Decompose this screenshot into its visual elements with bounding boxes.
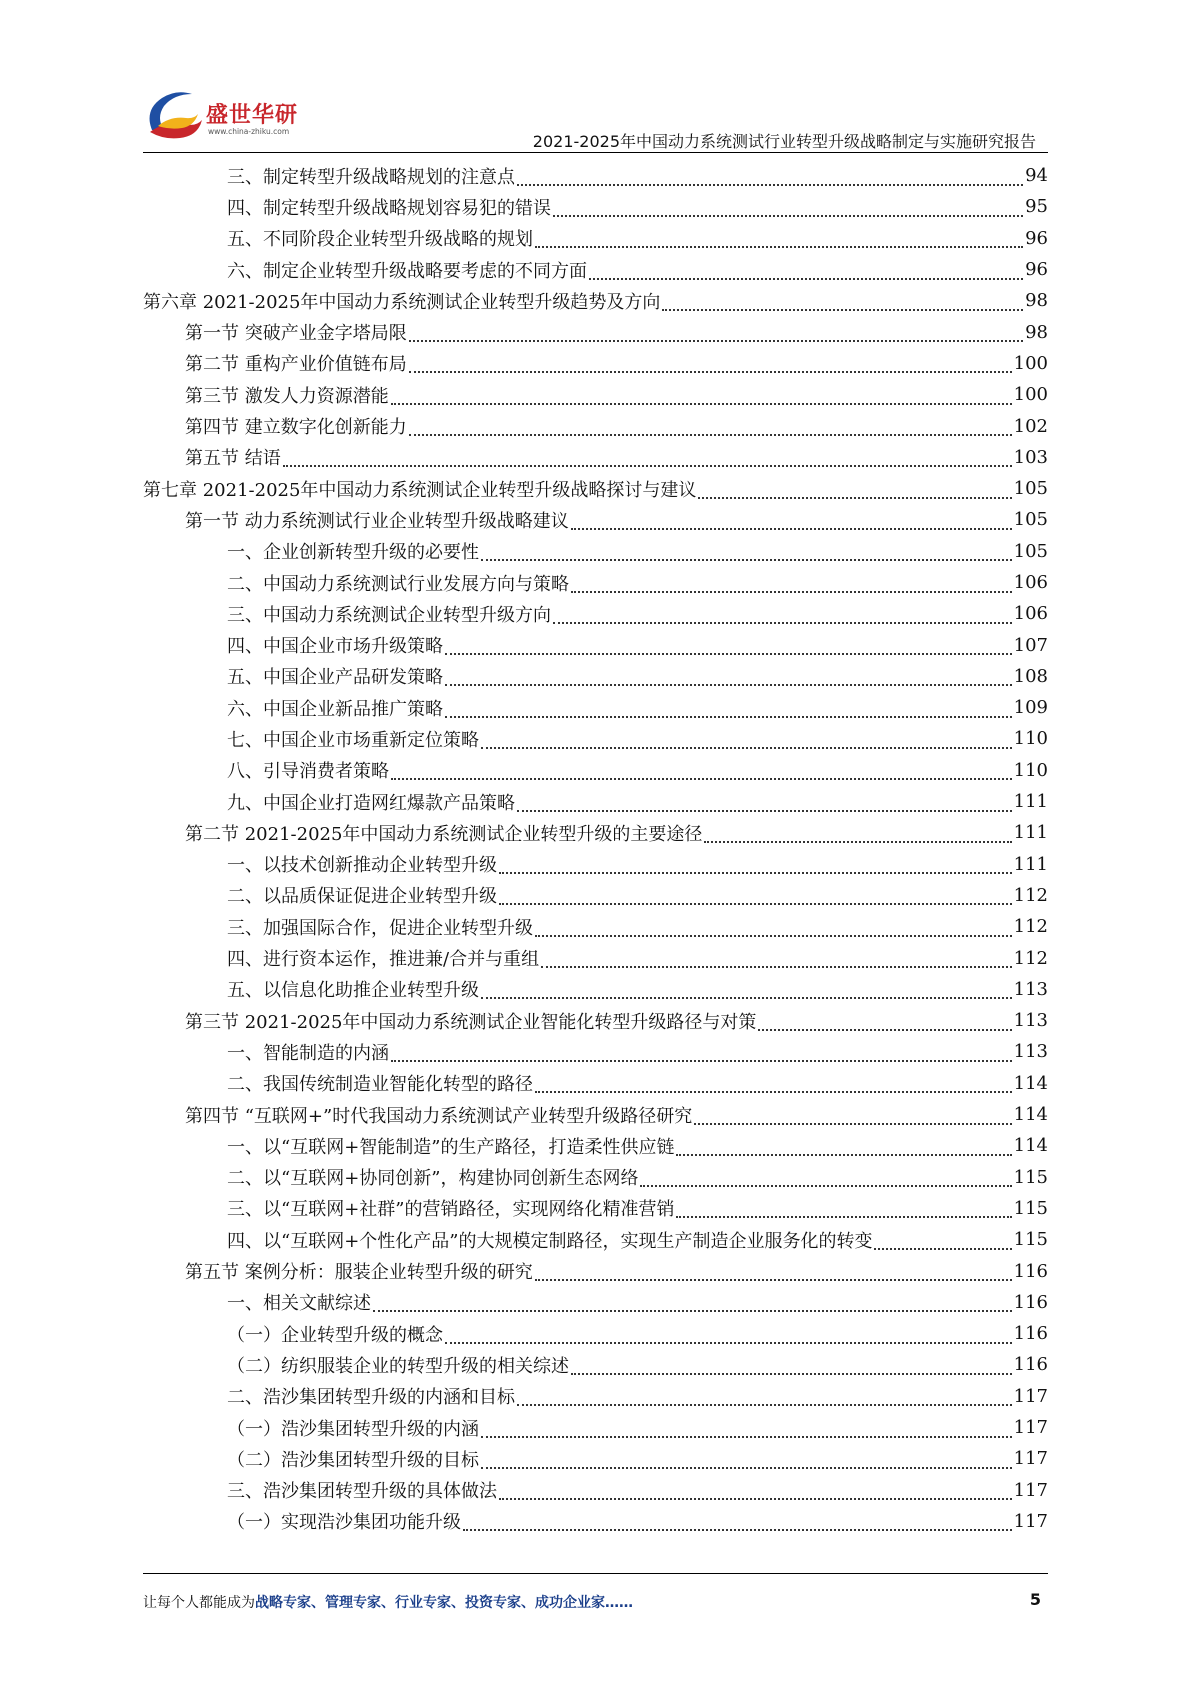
toc-leader-dots bbox=[481, 1436, 1012, 1438]
toc-entry-title: 第二节 2021-2025年中国动力系统测试企业转型升级的主要途径 bbox=[185, 823, 703, 845]
toc-entry-title: 六、中国企业新品推广策略 bbox=[227, 698, 443, 720]
toc-entry-title: 五、中国企业产品研发策略 bbox=[227, 667, 443, 689]
toc-entry-title: 六、制定企业转型升级战略要考虑的不同方面 bbox=[227, 260, 587, 282]
toc-entry-page: 105 bbox=[1013, 540, 1048, 562]
toc-entry-page: 117 bbox=[1013, 1448, 1048, 1470]
toc-entry[interactable] bbox=[143, 1318, 1048, 1349]
toc-entry[interactable] bbox=[143, 723, 1048, 754]
toc-entry-page: 95 bbox=[1025, 196, 1048, 218]
toc-entry[interactable] bbox=[143, 1443, 1048, 1474]
toc-entry-page: 113 bbox=[1013, 1041, 1048, 1063]
toc-leader-dots bbox=[571, 1373, 1012, 1375]
toc-entry-title: 第四节 “互联网+”时代我国动力系统测试产业转型升级路径研究 bbox=[185, 1105, 693, 1127]
toc-entry-title: 五、以信息化助推企业转型升级 bbox=[227, 980, 479, 1002]
toc-entry-title: 八、引导消费者策略 bbox=[227, 761, 389, 783]
toc-entry-title: 五、不同阶段企业转型升级战略的规划 bbox=[227, 229, 533, 251]
toc-entry-title: 二、中国动力系统测试行业发展方向与策略 bbox=[227, 573, 569, 595]
toc-entry-title: 四、以“互联网+个性化产品”的大规模定制路径，实现生产制造企业服务化的转变 bbox=[227, 1230, 873, 1252]
toc-entry[interactable] bbox=[143, 285, 1048, 316]
footer-slogan bbox=[143, 1592, 633, 1612]
toc-entry-title: 三、加强国际合作，促进企业转型升级 bbox=[227, 917, 533, 939]
toc-entry[interactable] bbox=[143, 316, 1048, 347]
toc-entry-page: 117 bbox=[1013, 1385, 1048, 1407]
toc-entry[interactable] bbox=[143, 1287, 1048, 1318]
toc-entry-title: 九、中国企业打造网红爆款产品策略 bbox=[227, 792, 515, 814]
toc-entry-page: 96 bbox=[1025, 259, 1048, 281]
toc-leader-dots bbox=[463, 1529, 1012, 1531]
toc-entry-title: 一、以技术创新推动企业转型升级 bbox=[227, 855, 497, 877]
toc-entry-page: 103 bbox=[1013, 446, 1048, 468]
logo-emblem-icon bbox=[140, 80, 206, 146]
toc-entry[interactable] bbox=[143, 1099, 1048, 1130]
toc-entry-title: 第三节 激发人力资源潜能 bbox=[185, 385, 389, 407]
toc-entry-title: （二）纺织服装企业的转型升级的相关综述 bbox=[227, 1355, 569, 1377]
toc-leader-dots bbox=[481, 747, 1012, 749]
toc-entry-title: 第三节 2021-2025年中国动力系统测试企业智能化转型升级路径与对策 bbox=[185, 1011, 757, 1033]
toc-entry-page: 117 bbox=[1013, 1510, 1048, 1532]
toc-leader-dots bbox=[535, 246, 1023, 248]
toc-entry-title: 第二节 重构产业价值链布局 bbox=[185, 354, 407, 376]
toc-entry[interactable] bbox=[143, 191, 1048, 222]
toc-entry[interactable] bbox=[143, 1381, 1048, 1412]
toc-entry[interactable] bbox=[143, 1474, 1048, 1505]
toc-leader-dots bbox=[874, 1248, 1011, 1250]
toc-entry-page: 116 bbox=[1013, 1291, 1048, 1313]
toc-entry[interactable] bbox=[143, 410, 1048, 441]
toc-entry[interactable] bbox=[143, 442, 1048, 473]
toc-leader-dots bbox=[445, 1342, 1012, 1344]
toc-leader-dots bbox=[553, 215, 1023, 217]
toc-leader-dots bbox=[283, 465, 1012, 467]
toc-entry-page: 98 bbox=[1025, 321, 1048, 343]
toc-entry-page: 109 bbox=[1013, 697, 1048, 719]
toc-entry[interactable] bbox=[143, 1412, 1048, 1443]
toc-leader-dots bbox=[535, 1091, 1012, 1093]
toc-entry[interactable] bbox=[143, 849, 1048, 880]
toc-entry-title: 第五节 案例分析：服装企业转型升级的研究 bbox=[185, 1262, 533, 1284]
toc-entry-title: 一、相关文献综述 bbox=[227, 1293, 371, 1315]
toc-entry-page: 96 bbox=[1025, 227, 1048, 249]
toc-entry-page: 112 bbox=[1013, 947, 1048, 969]
toc-entry-page: 116 bbox=[1013, 1260, 1048, 1282]
toc-entry-page: 115 bbox=[1013, 1166, 1048, 1188]
toc-entry[interactable] bbox=[143, 567, 1048, 598]
toc-entry-title: 四、制定转型升级战略规划容易犯的错误 bbox=[227, 197, 551, 219]
toc-leader-dots bbox=[640, 1185, 1011, 1187]
toc-leader-dots bbox=[571, 528, 1012, 530]
toc-entry-page: 111 bbox=[1013, 822, 1048, 844]
toc-leader-dots bbox=[553, 622, 1012, 624]
toc-entry-page: 108 bbox=[1013, 665, 1048, 687]
toc-leader-dots bbox=[676, 1216, 1011, 1218]
toc-entry[interactable] bbox=[143, 223, 1048, 254]
toc-entry[interactable] bbox=[143, 817, 1048, 848]
toc-leader-dots bbox=[517, 184, 1023, 186]
toc-entry[interactable] bbox=[143, 473, 1048, 504]
toc-entry[interactable] bbox=[143, 661, 1048, 692]
toc-leader-dots bbox=[409, 434, 1012, 436]
toc-leader-dots bbox=[499, 903, 1012, 905]
table-of-contents bbox=[143, 160, 1048, 1537]
toc-entry-title: 四、进行资本运作，推进兼/合并与重组 bbox=[227, 949, 540, 971]
toc-entry-page: 105 bbox=[1013, 478, 1048, 500]
footer-divider bbox=[143, 1573, 1048, 1574]
toc-entry-page: 116 bbox=[1013, 1354, 1048, 1376]
toc-leader-dots bbox=[391, 778, 1012, 780]
toc-leader-dots bbox=[481, 1467, 1012, 1469]
toc-leader-dots bbox=[481, 559, 1012, 561]
toc-entry[interactable] bbox=[143, 1130, 1048, 1161]
logo-url: www.china-zhiku.com bbox=[208, 127, 290, 136]
toc-entry-page: 111 bbox=[1013, 791, 1048, 813]
toc-entry-title: （一）实现浩沙集团功能升级 bbox=[227, 1512, 461, 1534]
toc-entry-page: 100 bbox=[1013, 352, 1048, 374]
toc-entry-title: 七、中国企业市场重新定位策略 bbox=[227, 729, 479, 751]
toc-entry-title: （二）浩沙集团转型升级的目标 bbox=[227, 1449, 479, 1471]
toc-leader-dots bbox=[409, 340, 1023, 342]
toc-entry-title: 二、以“互联网+协同创新”，构建协同创新生态网络 bbox=[227, 1168, 639, 1190]
toc-leader-dots bbox=[373, 1310, 1012, 1312]
toc-leader-dots bbox=[571, 591, 1012, 593]
toc-entry-title: 三、浩沙集团转型升级的具体做法 bbox=[227, 1481, 497, 1503]
toc-leader-dots bbox=[698, 497, 1011, 499]
toc-entry[interactable] bbox=[143, 880, 1048, 911]
toc-entry-page: 113 bbox=[1013, 1010, 1048, 1032]
toc-entry-title: 一、智能制造的内涵 bbox=[227, 1042, 389, 1064]
toc-entry-page: 110 bbox=[1013, 759, 1048, 781]
toc-entry-page: 98 bbox=[1025, 290, 1048, 312]
toc-leader-dots bbox=[662, 309, 1023, 311]
toc-leader-dots bbox=[535, 1279, 1012, 1281]
toc-entry-title: （一）浩沙集团转型升级的内涵 bbox=[227, 1418, 479, 1440]
toc-leader-dots bbox=[758, 1029, 1011, 1031]
toc-leader-dots bbox=[704, 841, 1011, 843]
toc-entry[interactable] bbox=[143, 911, 1048, 942]
toc-entry[interactable] bbox=[143, 942, 1048, 973]
toc-entry-title: 二、浩沙集团转型升级的内涵和目标 bbox=[227, 1387, 515, 1409]
company-logo bbox=[140, 80, 340, 150]
toc-leader-dots bbox=[499, 872, 1012, 874]
toc-entry-page: 107 bbox=[1013, 634, 1048, 656]
toc-entry-title: 一、以“互联网+智能制造”的生产路径，打造柔性供应链 bbox=[227, 1136, 675, 1158]
toc-entry[interactable] bbox=[143, 160, 1048, 191]
page-number: 5 bbox=[1029, 1590, 1041, 1609]
toc-entry-page: 116 bbox=[1013, 1323, 1048, 1345]
toc-entry[interactable] bbox=[143, 692, 1048, 723]
toc-entry[interactable] bbox=[143, 629, 1048, 660]
toc-entry[interactable] bbox=[143, 254, 1048, 285]
toc-entry-title: 三、以“互联网+社群”的营销路径，实现网络化精准营销 bbox=[227, 1199, 675, 1221]
toc-entry-title: 第六章 2021-2025年中国动力系统测试企业转型升级趋势及方向 bbox=[143, 291, 661, 313]
toc-entry-title: 三、制定转型升级战略规划的注意点 bbox=[227, 166, 515, 188]
toc-entry[interactable] bbox=[143, 1162, 1048, 1193]
toc-entry-title: 第一节 突破产业金字塔局限 bbox=[185, 323, 407, 345]
toc-entry-page: 102 bbox=[1013, 415, 1048, 437]
toc-leader-dots bbox=[517, 810, 1012, 812]
toc-leader-dots bbox=[676, 1154, 1011, 1156]
toc-entry[interactable] bbox=[143, 1068, 1048, 1099]
toc-entry[interactable] bbox=[143, 504, 1048, 535]
toc-entry-page: 117 bbox=[1013, 1417, 1048, 1439]
toc-entry[interactable] bbox=[143, 536, 1048, 567]
toc-leader-dots bbox=[589, 278, 1023, 280]
toc-entry-title: （一）企业转型升级的概念 bbox=[227, 1324, 443, 1346]
toc-entry-page: 110 bbox=[1013, 728, 1048, 750]
toc-leader-dots bbox=[535, 935, 1012, 937]
toc-entry[interactable] bbox=[143, 974, 1048, 1005]
toc-entry[interactable] bbox=[143, 1036, 1048, 1067]
toc-entry[interactable] bbox=[143, 786, 1048, 817]
toc-leader-dots bbox=[481, 997, 1012, 999]
toc-entry-title: 第四节 建立数字化创新能力 bbox=[185, 417, 407, 439]
toc-entry[interactable] bbox=[143, 1005, 1048, 1036]
report-title: 2021-2025年中国动力系统测试行业转型升级战略制定与实施研究报告 bbox=[532, 132, 1036, 151]
toc-leader-dots bbox=[517, 1404, 1012, 1406]
footer-slogan-prefix: 让每个人都能成为 bbox=[143, 1595, 255, 1611]
toc-leader-dots bbox=[694, 1123, 1011, 1125]
toc-entry-title: 二、我国传统制造业智能化转型的路径 bbox=[227, 1074, 533, 1096]
toc-entry-title: 第五节 结语 bbox=[185, 448, 281, 470]
toc-leader-dots bbox=[541, 966, 1012, 968]
toc-entry-page: 105 bbox=[1013, 509, 1048, 531]
toc-entry-page: 94 bbox=[1025, 165, 1048, 187]
toc-entry-title: 第一节 动力系统测试行业企业转型升级战略建议 bbox=[185, 510, 569, 532]
toc-entry[interactable] bbox=[143, 1193, 1048, 1224]
toc-entry[interactable] bbox=[143, 379, 1048, 410]
toc-entry[interactable] bbox=[143, 1506, 1048, 1537]
toc-entry-page: 106 bbox=[1013, 603, 1048, 625]
toc-leader-dots bbox=[445, 684, 1012, 686]
toc-entry-page: 112 bbox=[1013, 916, 1048, 938]
footer-slogan-emphasis: 战略专家、管理专家、行业专家、投资专家、成功企业家…… bbox=[255, 1595, 633, 1611]
toc-entry-page: 114 bbox=[1013, 1104, 1048, 1126]
toc-entry-page: 114 bbox=[1013, 1135, 1048, 1157]
toc-entry[interactable] bbox=[143, 598, 1048, 629]
toc-entry-page: 112 bbox=[1013, 884, 1048, 906]
toc-entry-page: 115 bbox=[1013, 1197, 1048, 1219]
toc-entry-page: 106 bbox=[1013, 572, 1048, 593]
toc-entry[interactable] bbox=[143, 1255, 1048, 1286]
toc-entry-title: 三、中国动力系统测试企业转型升级方向 bbox=[227, 604, 551, 626]
toc-entry[interactable] bbox=[143, 755, 1048, 786]
toc-entry-page: 117 bbox=[1013, 1479, 1048, 1501]
toc-entry[interactable] bbox=[143, 1349, 1048, 1380]
toc-entry-title: 二、以品质保证促进企业转型升级 bbox=[227, 886, 497, 908]
toc-entry[interactable] bbox=[143, 348, 1048, 379]
toc-entry-page: 100 bbox=[1013, 384, 1048, 406]
toc-entry-title: 四、中国企业市场升级策略 bbox=[227, 636, 443, 658]
toc-entry-page: 114 bbox=[1013, 1072, 1048, 1094]
toc-entry-title: 第七章 2021-2025年中国动力系统测试企业转型升级战略探讨与建议 bbox=[143, 479, 697, 501]
toc-leader-dots bbox=[445, 716, 1012, 718]
page-header bbox=[0, 0, 1191, 155]
logo-name: 盛世华研 bbox=[206, 103, 299, 128]
toc-entry-page: 111 bbox=[1013, 853, 1048, 875]
header-divider bbox=[143, 152, 1048, 153]
toc-entry[interactable] bbox=[143, 1224, 1048, 1255]
toc-leader-dots bbox=[391, 403, 1012, 405]
toc-leader-dots bbox=[391, 1060, 1012, 1062]
toc-entry-page: 113 bbox=[1013, 978, 1048, 1000]
toc-leader-dots bbox=[445, 653, 1012, 655]
toc-entry-page: 115 bbox=[1013, 1229, 1048, 1251]
toc-leader-dots bbox=[499, 1498, 1012, 1500]
toc-entry-title: 一、企业创新转型升级的必要性 bbox=[227, 542, 479, 564]
toc-leader-dots bbox=[409, 371, 1012, 373]
